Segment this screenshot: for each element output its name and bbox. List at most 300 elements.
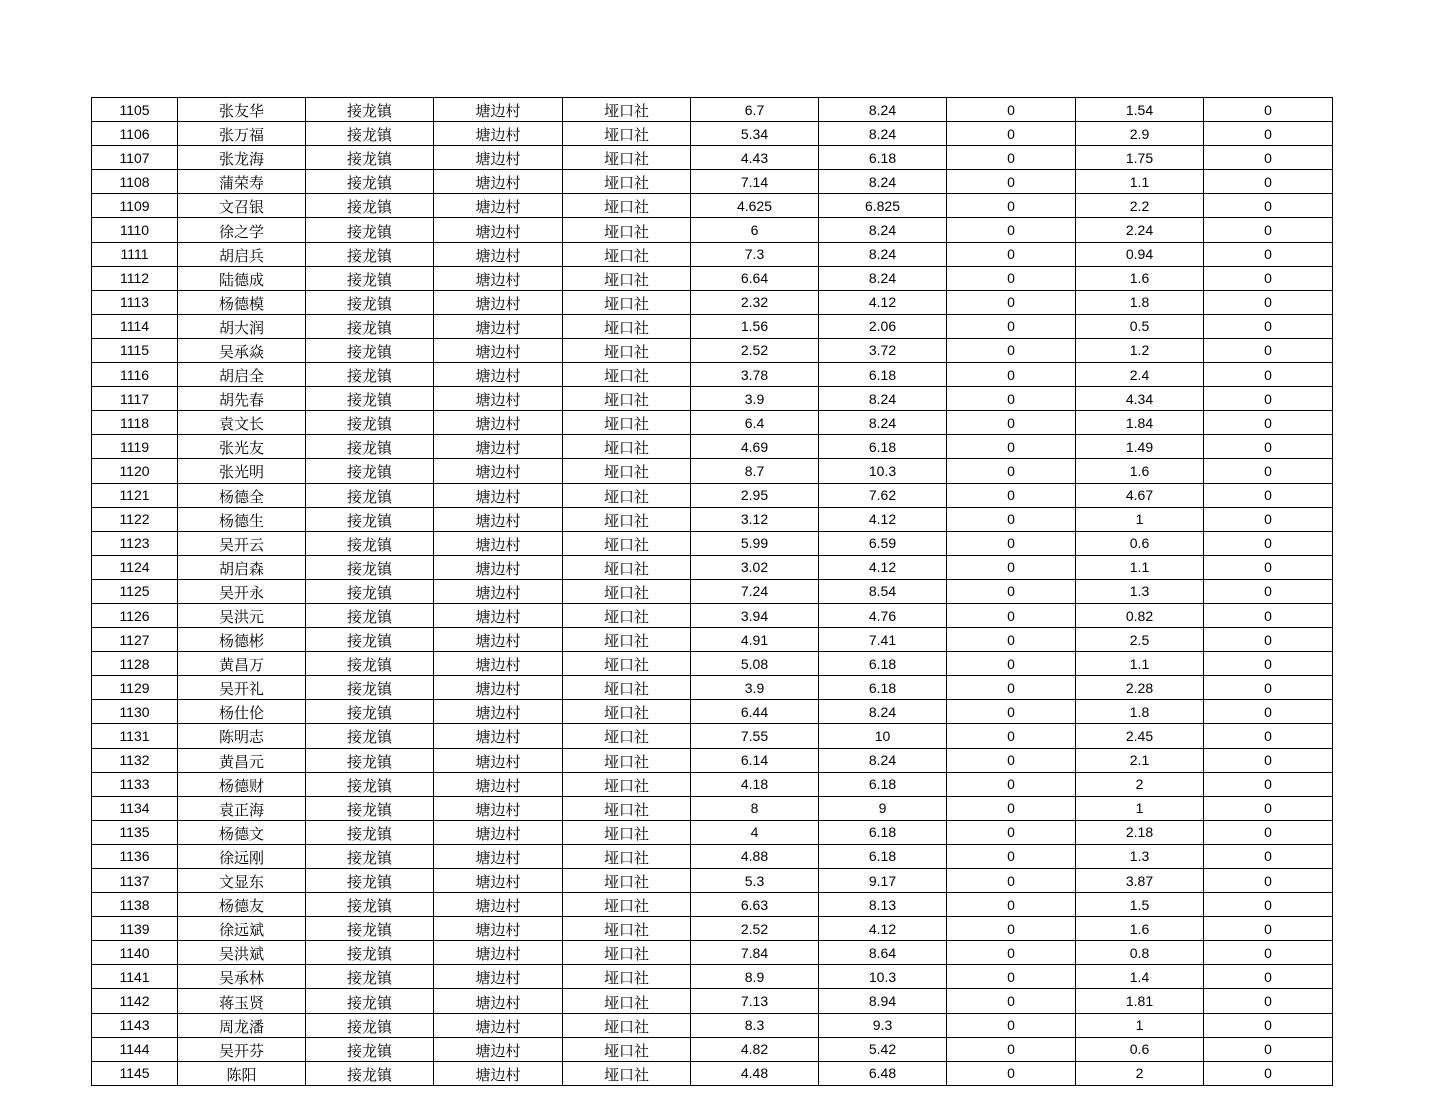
cell-value-5: 0 [1204, 1061, 1333, 1085]
cell-id: 1125 [92, 579, 178, 603]
cell-village: 塘边村 [434, 1013, 563, 1037]
cell-value-2: 9.17 [819, 869, 947, 893]
cell-value-2: 6.18 [819, 820, 947, 844]
cell-town: 接龙镇 [306, 290, 434, 314]
cell-value-5: 0 [1204, 459, 1333, 483]
cell-id: 1110 [92, 218, 178, 242]
cell-town: 接龙镇 [306, 314, 434, 338]
cell-value-3: 0 [947, 387, 1076, 411]
cell-value-2: 2.06 [819, 314, 947, 338]
cell-value-1: 3.9 [691, 676, 819, 700]
cell-value-4: 1.2 [1076, 338, 1204, 362]
cell-value-2: 10.3 [819, 459, 947, 483]
table-row [92, 1061, 1333, 1085]
cell-value-1: 2.52 [691, 338, 819, 362]
cell-value-1: 5.34 [691, 122, 819, 146]
cell-group: 垭口社 [563, 796, 691, 820]
cell-name: 陈阳 [178, 1061, 306, 1085]
cell-value-2: 10 [819, 724, 947, 748]
cell-value-1: 4.91 [691, 628, 819, 652]
cell-id: 1144 [92, 1037, 178, 1061]
cell-village: 塘边村 [434, 122, 563, 146]
cell-value-2: 4.12 [819, 917, 947, 941]
cell-value-2: 7.41 [819, 628, 947, 652]
cell-group: 垭口社 [563, 314, 691, 338]
cell-value-2: 8.24 [819, 218, 947, 242]
cell-value-5: 0 [1204, 218, 1333, 242]
cell-value-4: 2 [1076, 1061, 1204, 1085]
cell-group: 垭口社 [563, 194, 691, 218]
cell-value-4: 4.34 [1076, 387, 1204, 411]
table-row [92, 435, 1333, 459]
cell-group: 垭口社 [563, 387, 691, 411]
cell-value-2: 6.59 [819, 531, 947, 555]
cell-value-1: 3.78 [691, 363, 819, 387]
cell-value-3: 0 [947, 603, 1076, 627]
cell-value-5: 0 [1204, 507, 1333, 531]
cell-value-2: 8.24 [819, 266, 947, 290]
table-row [92, 483, 1333, 507]
cell-value-4: 0.5 [1076, 314, 1204, 338]
cell-value-2: 9 [819, 796, 947, 820]
cell-value-1: 3.12 [691, 507, 819, 531]
cell-village: 塘边村 [434, 1061, 563, 1085]
cell-value-2: 5.42 [819, 1037, 947, 1061]
cell-value-5: 0 [1204, 796, 1333, 820]
cell-town: 接龙镇 [306, 194, 434, 218]
cell-value-1: 4.625 [691, 194, 819, 218]
cell-village: 塘边村 [434, 700, 563, 724]
table-row [92, 531, 1333, 555]
cell-name: 吴洪斌 [178, 941, 306, 965]
cell-name: 徐之学 [178, 218, 306, 242]
cell-value-1: 3.94 [691, 603, 819, 627]
table-row [92, 724, 1333, 748]
cell-name: 杨德彬 [178, 628, 306, 652]
cell-name: 张万福 [178, 122, 306, 146]
cell-value-3: 0 [947, 435, 1076, 459]
cell-id: 1112 [92, 266, 178, 290]
cell-value-5: 0 [1204, 242, 1333, 266]
cell-value-1: 7.14 [691, 170, 819, 194]
cell-value-2: 8.24 [819, 98, 947, 122]
cell-value-4: 2.2 [1076, 194, 1204, 218]
cell-town: 接龙镇 [306, 965, 434, 989]
cell-name: 杨德模 [178, 290, 306, 314]
cell-town: 接龙镇 [306, 483, 434, 507]
cell-value-1: 6.44 [691, 700, 819, 724]
cell-town: 接龙镇 [306, 411, 434, 435]
cell-town: 接龙镇 [306, 700, 434, 724]
cell-value-5: 0 [1204, 965, 1333, 989]
cell-group: 垭口社 [563, 338, 691, 362]
cell-village: 塘边村 [434, 483, 563, 507]
cell-name: 胡启森 [178, 555, 306, 579]
cell-value-3: 0 [947, 531, 1076, 555]
cell-id: 1132 [92, 748, 178, 772]
cell-id: 1107 [92, 146, 178, 170]
cell-village: 塘边村 [434, 628, 563, 652]
cell-value-1: 6.63 [691, 893, 819, 917]
cell-town: 接龙镇 [306, 555, 434, 579]
cell-id: 1111 [92, 242, 178, 266]
cell-village: 塘边村 [434, 1037, 563, 1061]
cell-value-5: 0 [1204, 941, 1333, 965]
cell-village: 塘边村 [434, 772, 563, 796]
cell-value-5: 0 [1204, 1013, 1333, 1037]
cell-village: 塘边村 [434, 170, 563, 194]
cell-value-5: 0 [1204, 290, 1333, 314]
cell-group: 垭口社 [563, 748, 691, 772]
table-row [92, 170, 1333, 194]
cell-value-3: 0 [947, 266, 1076, 290]
cell-id: 1130 [92, 700, 178, 724]
cell-value-3: 0 [947, 194, 1076, 218]
cell-value-1: 2.95 [691, 483, 819, 507]
cell-name: 吴开永 [178, 579, 306, 603]
cell-group: 垭口社 [563, 122, 691, 146]
cell-town: 接龙镇 [306, 435, 434, 459]
cell-town: 接龙镇 [306, 531, 434, 555]
cell-town: 接龙镇 [306, 772, 434, 796]
table-row [92, 748, 1333, 772]
cell-value-2: 8.24 [819, 748, 947, 772]
cell-value-4: 1.1 [1076, 555, 1204, 579]
cell-value-3: 0 [947, 796, 1076, 820]
cell-id: 1115 [92, 338, 178, 362]
table-row [92, 628, 1333, 652]
cell-value-1: 7.24 [691, 579, 819, 603]
cell-value-5: 0 [1204, 820, 1333, 844]
cell-value-1: 8 [691, 796, 819, 820]
cell-value-4: 0.82 [1076, 603, 1204, 627]
cell-group: 垭口社 [563, 965, 691, 989]
cell-village: 塘边村 [434, 290, 563, 314]
cell-town: 接龙镇 [306, 146, 434, 170]
cell-name: 胡启全 [178, 363, 306, 387]
cell-value-4: 1 [1076, 796, 1204, 820]
cell-town: 接龙镇 [306, 1061, 434, 1085]
cell-village: 塘边村 [434, 796, 563, 820]
data-table [91, 97, 1333, 1086]
cell-value-2: 8.24 [819, 242, 947, 266]
table-row [92, 314, 1333, 338]
cell-group: 垭口社 [563, 869, 691, 893]
cell-village: 塘边村 [434, 748, 563, 772]
cell-value-5: 0 [1204, 194, 1333, 218]
cell-group: 垭口社 [563, 242, 691, 266]
cell-value-3: 0 [947, 122, 1076, 146]
cell-village: 塘边村 [434, 579, 563, 603]
cell-value-5: 0 [1204, 338, 1333, 362]
cell-value-1: 6 [691, 218, 819, 242]
table-row [92, 917, 1333, 941]
cell-value-3: 0 [947, 483, 1076, 507]
cell-name: 胡先春 [178, 387, 306, 411]
cell-group: 垭口社 [563, 290, 691, 314]
cell-town: 接龙镇 [306, 989, 434, 1013]
cell-value-4: 2 [1076, 772, 1204, 796]
cell-town: 接龙镇 [306, 628, 434, 652]
cell-id: 1128 [92, 652, 178, 676]
cell-value-4: 2.5 [1076, 628, 1204, 652]
cell-name: 吴洪元 [178, 603, 306, 627]
cell-id: 1105 [92, 98, 178, 122]
cell-group: 垭口社 [563, 483, 691, 507]
cell-village: 塘边村 [434, 555, 563, 579]
cell-value-1: 7.13 [691, 989, 819, 1013]
cell-value-4: 1 [1076, 507, 1204, 531]
table-row [92, 844, 1333, 868]
cell-group: 垭口社 [563, 941, 691, 965]
cell-village: 塘边村 [434, 652, 563, 676]
cell-value-2: 6.18 [819, 844, 947, 868]
cell-value-3: 0 [947, 652, 1076, 676]
cell-name: 蒋玉贤 [178, 989, 306, 1013]
cell-name: 吴开云 [178, 531, 306, 555]
cell-group: 垭口社 [563, 700, 691, 724]
cell-value-1: 7.84 [691, 941, 819, 965]
cell-value-3: 0 [947, 459, 1076, 483]
cell-name: 吴承焱 [178, 338, 306, 362]
table-row [92, 363, 1333, 387]
cell-name: 杨德生 [178, 507, 306, 531]
cell-value-1: 5.08 [691, 652, 819, 676]
cell-name: 徐远斌 [178, 917, 306, 941]
cell-town: 接龙镇 [306, 459, 434, 483]
cell-village: 塘边村 [434, 435, 563, 459]
cell-name: 陈明志 [178, 724, 306, 748]
cell-value-4: 0.6 [1076, 1037, 1204, 1061]
cell-value-2: 8.24 [819, 700, 947, 724]
cell-group: 垭口社 [563, 98, 691, 122]
cell-value-4: 1.81 [1076, 989, 1204, 1013]
cell-id: 1145 [92, 1061, 178, 1085]
cell-id: 1127 [92, 628, 178, 652]
cell-value-2: 6.18 [819, 676, 947, 700]
cell-id: 1116 [92, 363, 178, 387]
cell-value-3: 0 [947, 314, 1076, 338]
cell-value-3: 0 [947, 724, 1076, 748]
cell-value-2: 8.94 [819, 989, 947, 1013]
cell-value-1: 3.9 [691, 387, 819, 411]
cell-town: 接龙镇 [306, 507, 434, 531]
cell-name: 袁正海 [178, 796, 306, 820]
cell-village: 塘边村 [434, 820, 563, 844]
cell-value-3: 0 [947, 411, 1076, 435]
cell-value-5: 0 [1204, 435, 1333, 459]
cell-value-5: 0 [1204, 363, 1333, 387]
cell-value-4: 1.6 [1076, 266, 1204, 290]
cell-value-3: 0 [947, 628, 1076, 652]
cell-value-4: 2.4 [1076, 363, 1204, 387]
cell-value-4: 2.1 [1076, 748, 1204, 772]
cell-name: 徐远刚 [178, 844, 306, 868]
cell-value-3: 0 [947, 965, 1076, 989]
table-row [92, 194, 1333, 218]
cell-town: 接龙镇 [306, 218, 434, 242]
cell-value-3: 0 [947, 869, 1076, 893]
cell-value-2: 10.3 [819, 965, 947, 989]
cell-value-1: 5.99 [691, 531, 819, 555]
cell-town: 接龙镇 [306, 796, 434, 820]
cell-value-1: 4.48 [691, 1061, 819, 1085]
cell-value-4: 1.1 [1076, 652, 1204, 676]
cell-village: 塘边村 [434, 411, 563, 435]
table-row [92, 387, 1333, 411]
cell-value-5: 0 [1204, 579, 1333, 603]
cell-value-5: 0 [1204, 700, 1333, 724]
cell-value-2: 8.24 [819, 411, 947, 435]
cell-value-4: 1.4 [1076, 965, 1204, 989]
cell-value-1: 8.9 [691, 965, 819, 989]
table-row [92, 1013, 1333, 1037]
cell-value-3: 0 [947, 820, 1076, 844]
cell-value-2: 4.76 [819, 603, 947, 627]
cell-name: 杨德文 [178, 820, 306, 844]
cell-value-4: 1.3 [1076, 844, 1204, 868]
cell-value-3: 0 [947, 146, 1076, 170]
table-row [92, 676, 1333, 700]
cell-value-2: 8.24 [819, 170, 947, 194]
cell-value-3: 0 [947, 1061, 1076, 1085]
cell-village: 塘边村 [434, 242, 563, 266]
cell-id: 1139 [92, 917, 178, 941]
table-row [92, 1037, 1333, 1061]
table-row [92, 555, 1333, 579]
cell-name: 黄昌元 [178, 748, 306, 772]
cell-id: 1135 [92, 820, 178, 844]
cell-group: 垭口社 [563, 652, 691, 676]
cell-group: 垭口社 [563, 628, 691, 652]
cell-value-4: 2.45 [1076, 724, 1204, 748]
cell-group: 垭口社 [563, 531, 691, 555]
table-row [92, 652, 1333, 676]
cell-group: 垭口社 [563, 724, 691, 748]
cell-value-1: 2.32 [691, 290, 819, 314]
cell-name: 张光友 [178, 435, 306, 459]
cell-name: 杨德财 [178, 772, 306, 796]
cell-value-4: 1 [1076, 1013, 1204, 1037]
cell-name: 张友华 [178, 98, 306, 122]
cell-value-3: 0 [947, 772, 1076, 796]
cell-value-3: 0 [947, 290, 1076, 314]
cell-value-4: 1.3 [1076, 579, 1204, 603]
cell-village: 塘边村 [434, 387, 563, 411]
cell-town: 接龙镇 [306, 170, 434, 194]
table-row [92, 98, 1333, 122]
cell-value-1: 2.52 [691, 917, 819, 941]
cell-id: 1136 [92, 844, 178, 868]
table-row [92, 122, 1333, 146]
cell-village: 塘边村 [434, 218, 563, 242]
cell-value-1: 4.88 [691, 844, 819, 868]
cell-id: 1122 [92, 507, 178, 531]
cell-value-5: 0 [1204, 989, 1333, 1013]
cell-id: 1142 [92, 989, 178, 1013]
cell-value-3: 0 [947, 676, 1076, 700]
cell-value-3: 0 [947, 507, 1076, 531]
cell-town: 接龙镇 [306, 603, 434, 627]
cell-id: 1137 [92, 869, 178, 893]
cell-value-5: 0 [1204, 98, 1333, 122]
cell-value-2: 6.18 [819, 652, 947, 676]
cell-value-1: 4 [691, 820, 819, 844]
cell-name: 杨德全 [178, 483, 306, 507]
cell-id: 1143 [92, 1013, 178, 1037]
table-row [92, 869, 1333, 893]
cell-village: 塘边村 [434, 194, 563, 218]
cell-id: 1119 [92, 435, 178, 459]
cell-value-2: 6.18 [819, 435, 947, 459]
cell-value-5: 0 [1204, 724, 1333, 748]
cell-value-3: 0 [947, 748, 1076, 772]
cell-id: 1124 [92, 555, 178, 579]
cell-group: 垭口社 [563, 218, 691, 242]
cell-value-5: 0 [1204, 122, 1333, 146]
cell-id: 1131 [92, 724, 178, 748]
cell-town: 接龙镇 [306, 266, 434, 290]
cell-value-2: 4.12 [819, 507, 947, 531]
cell-village: 塘边村 [434, 724, 563, 748]
cell-name: 文显东 [178, 869, 306, 893]
cell-id: 1117 [92, 387, 178, 411]
cell-name: 蒲荣寿 [178, 170, 306, 194]
cell-town: 接龙镇 [306, 579, 434, 603]
cell-value-5: 0 [1204, 869, 1333, 893]
cell-group: 垭口社 [563, 989, 691, 1013]
cell-value-5: 0 [1204, 1037, 1333, 1061]
cell-value-2: 6.48 [819, 1061, 947, 1085]
cell-value-4: 1.49 [1076, 435, 1204, 459]
cell-town: 接龙镇 [306, 98, 434, 122]
cell-id: 1133 [92, 772, 178, 796]
cell-value-5: 0 [1204, 628, 1333, 652]
cell-name: 张龙海 [178, 146, 306, 170]
cell-value-5: 0 [1204, 893, 1333, 917]
cell-value-1: 4.43 [691, 146, 819, 170]
cell-town: 接龙镇 [306, 869, 434, 893]
cell-value-4: 1.6 [1076, 459, 1204, 483]
cell-group: 垭口社 [563, 603, 691, 627]
table-row [92, 146, 1333, 170]
cell-village: 塘边村 [434, 507, 563, 531]
cell-value-4: 1.6 [1076, 917, 1204, 941]
cell-name: 黄昌万 [178, 652, 306, 676]
cell-value-3: 0 [947, 1013, 1076, 1037]
cell-town: 接龙镇 [306, 1013, 434, 1037]
table-row [92, 965, 1333, 989]
cell-group: 垭口社 [563, 266, 691, 290]
cell-town: 接龙镇 [306, 724, 434, 748]
cell-village: 塘边村 [434, 459, 563, 483]
cell-id: 1106 [92, 122, 178, 146]
cell-value-1: 8.7 [691, 459, 819, 483]
cell-id: 1114 [92, 314, 178, 338]
cell-village: 塘边村 [434, 676, 563, 700]
cell-group: 垭口社 [563, 363, 691, 387]
cell-value-4: 1.54 [1076, 98, 1204, 122]
cell-group: 垭口社 [563, 844, 691, 868]
cell-value-2: 8.54 [819, 579, 947, 603]
cell-group: 垭口社 [563, 170, 691, 194]
table-row [92, 242, 1333, 266]
table-row [92, 338, 1333, 362]
cell-group: 垭口社 [563, 146, 691, 170]
table-row [92, 579, 1333, 603]
cell-value-1: 6.14 [691, 748, 819, 772]
cell-value-2: 6.18 [819, 772, 947, 796]
